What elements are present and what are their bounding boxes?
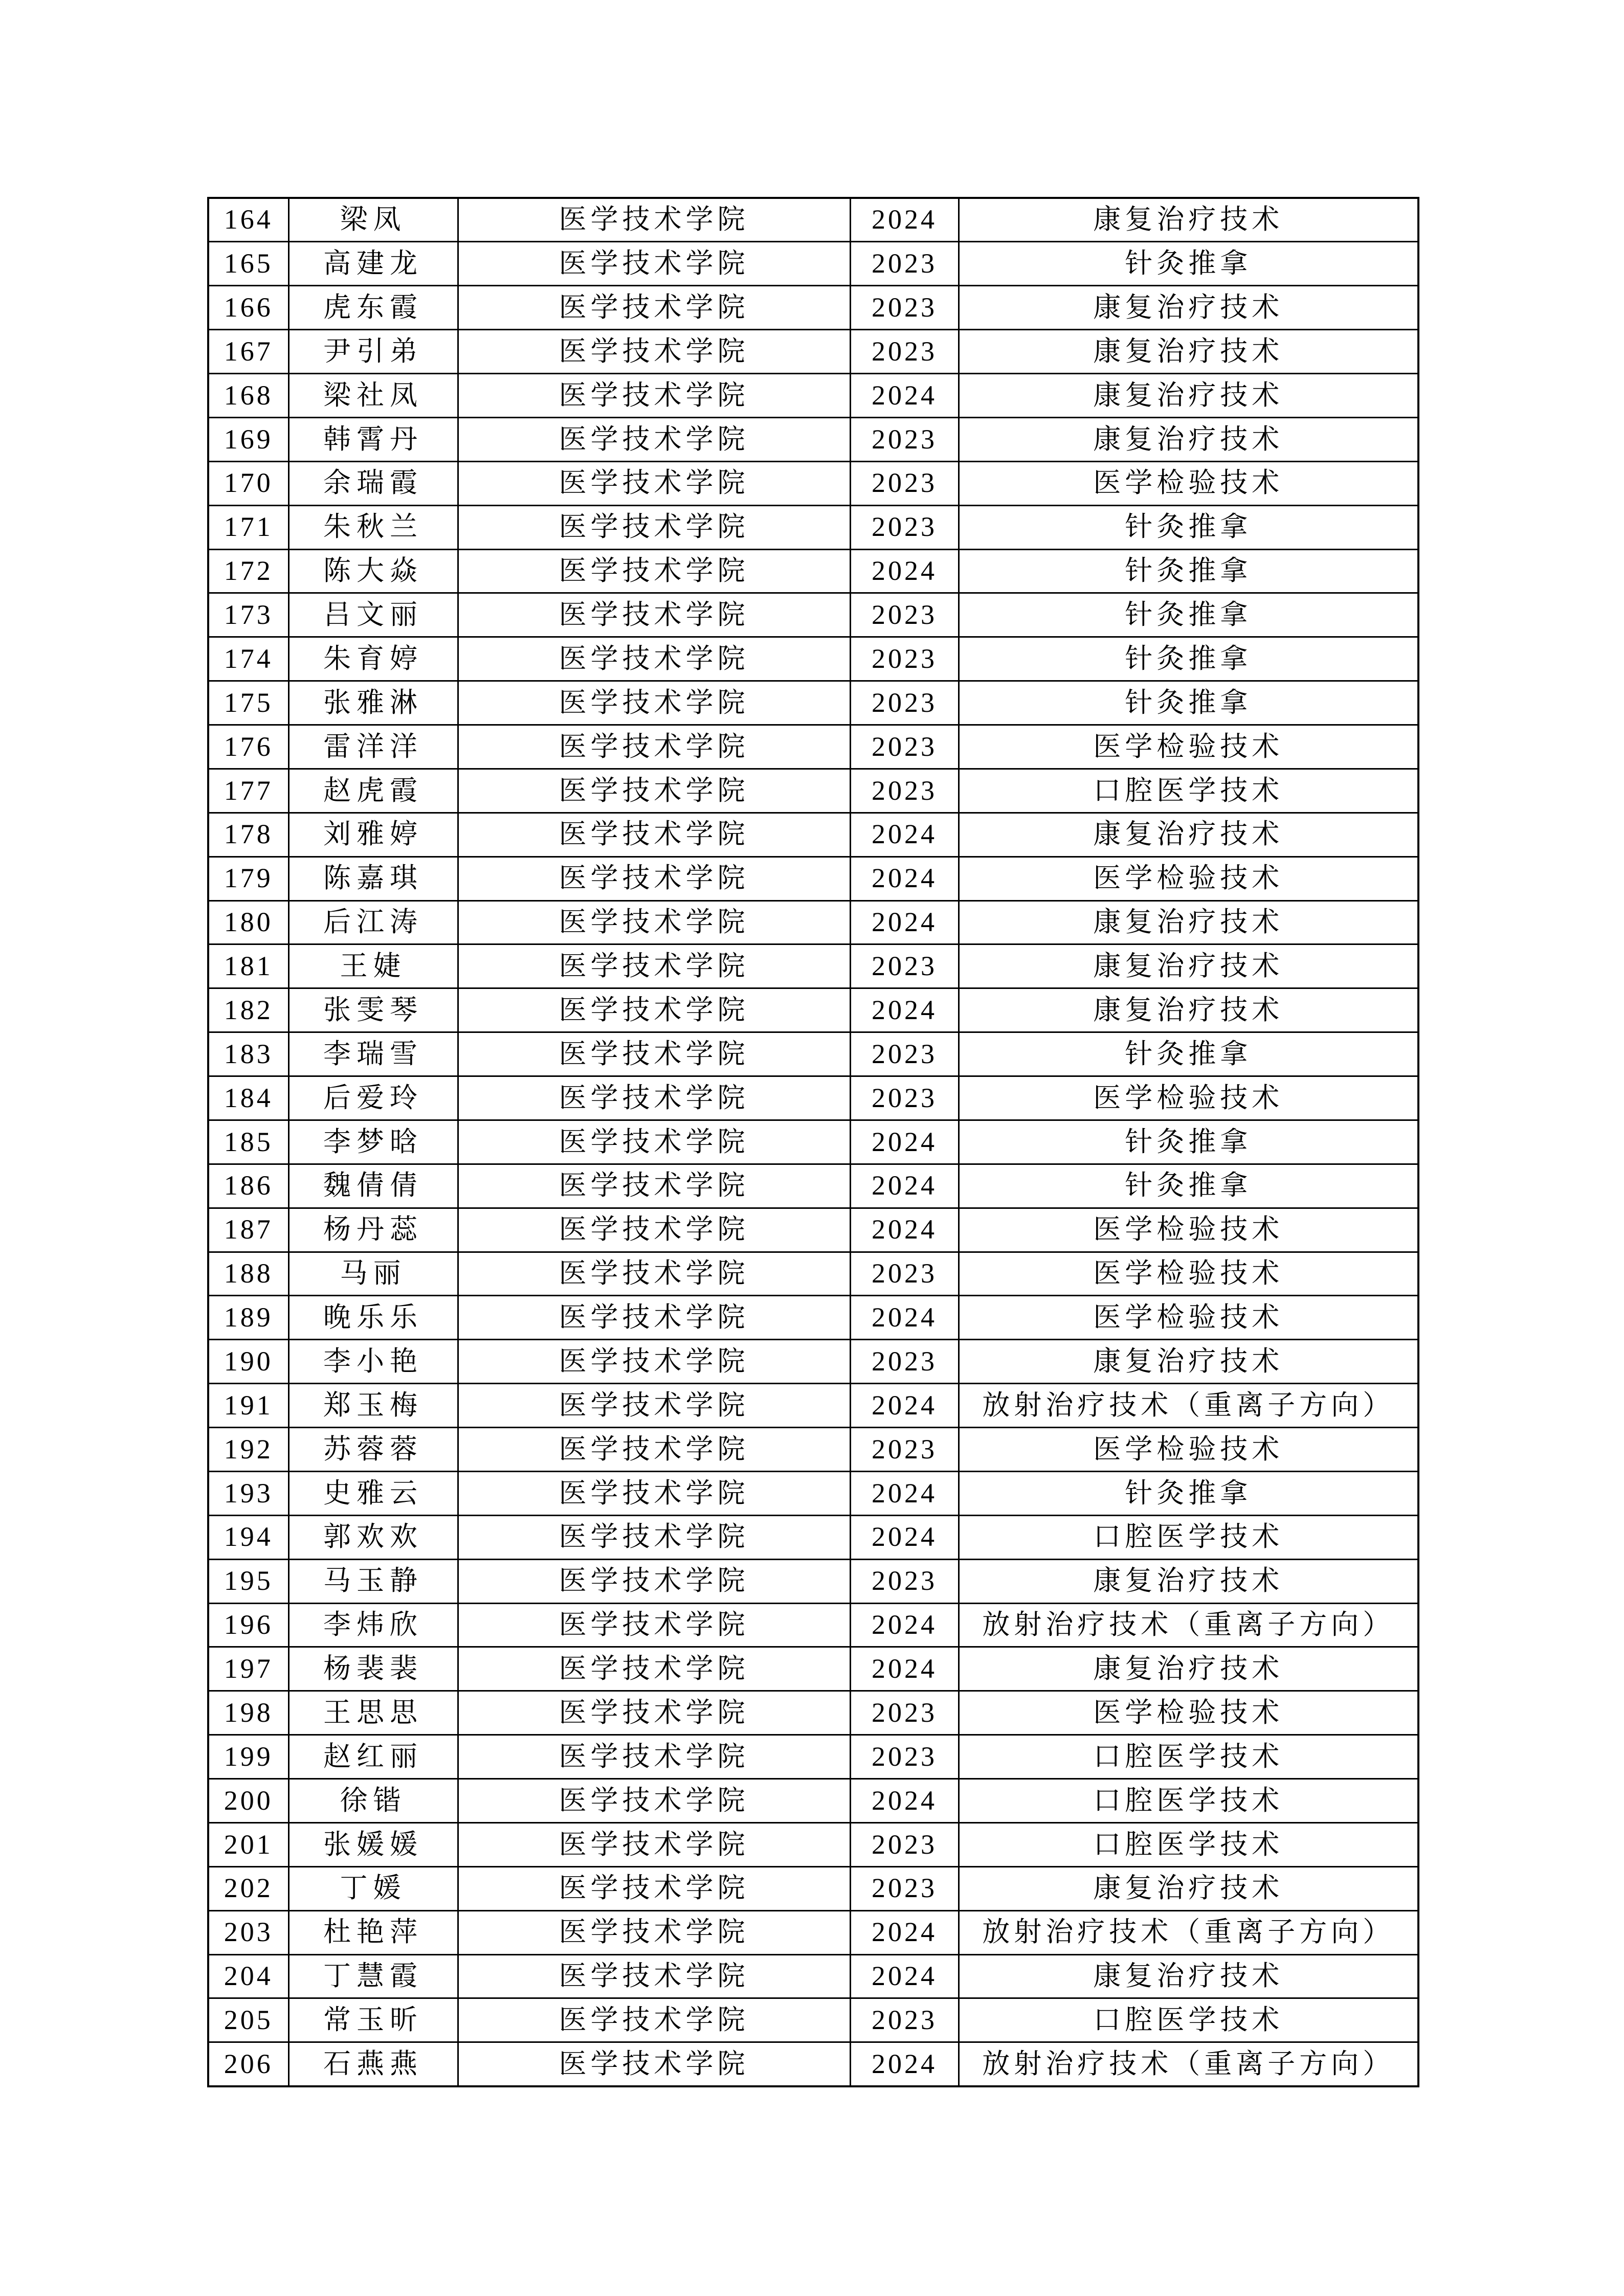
major-cell: 针灸推拿 — [959, 549, 1418, 593]
table-row — [208, 1515, 1418, 1559]
major-cell: 康复治疗技术 — [959, 901, 1418, 944]
row-number-cell: 169 — [208, 417, 288, 461]
college-cell: 医学技术学院 — [458, 286, 850, 330]
student-name-cell: 张雅淋 — [288, 681, 458, 725]
enroll-year-cell: 2024 — [850, 1954, 959, 1998]
college-cell: 医学技术学院 — [458, 461, 850, 505]
row-number-cell: 206 — [208, 2042, 288, 2086]
college-cell: 医学技术学院 — [458, 374, 850, 418]
student-name-cell: 朱秋兰 — [288, 505, 458, 549]
college-cell: 医学技术学院 — [458, 1076, 850, 1120]
row-number-cell: 176 — [208, 725, 288, 769]
major-cell: 医学检验技术 — [959, 1296, 1418, 1340]
college-cell: 医学技术学院 — [458, 593, 850, 637]
college-cell: 医学技术学院 — [458, 1164, 850, 1208]
table-row — [208, 286, 1418, 330]
major-cell: 医学检验技术 — [959, 1208, 1418, 1252]
college-cell: 医学技术学院 — [458, 769, 850, 813]
enroll-year-cell: 2024 — [850, 1384, 959, 1428]
enroll-year-cell: 2023 — [850, 417, 959, 461]
major-cell: 口腔医学技术 — [959, 1515, 1418, 1559]
college-cell: 医学技术学院 — [458, 1120, 850, 1164]
major-cell: 医学检验技术 — [959, 1252, 1418, 1296]
college-cell: 医学技术学院 — [458, 725, 850, 769]
enroll-year-cell: 2024 — [850, 1120, 959, 1164]
row-number-cell: 200 — [208, 1779, 288, 1823]
major-cell: 放射治疗技术（重离子方向） — [959, 1603, 1418, 1647]
student-name-cell: 张媛媛 — [288, 1822, 458, 1866]
enroll-year-cell: 2024 — [850, 1471, 959, 1515]
student-name-cell: 朱育婷 — [288, 637, 458, 681]
student-name-cell: 苏蓉蓉 — [288, 1428, 458, 1472]
table-row — [208, 1032, 1418, 1076]
table-row — [208, 242, 1418, 286]
table-row — [208, 1252, 1418, 1296]
row-number-cell: 186 — [208, 1164, 288, 1208]
major-cell: 医学检验技术 — [959, 461, 1418, 505]
table-row — [208, 1822, 1418, 1866]
enroll-year-cell: 2023 — [850, 330, 959, 374]
major-cell: 康复治疗技术 — [959, 1340, 1418, 1384]
table-row — [208, 1559, 1418, 1603]
enroll-year-cell: 2023 — [850, 1822, 959, 1866]
major-cell: 康复治疗技术 — [959, 286, 1418, 330]
college-cell: 医学技术学院 — [458, 901, 850, 944]
major-cell: 放射治疗技术（重离子方向） — [959, 2042, 1418, 2086]
student-name-cell: 魏倩倩 — [288, 1164, 458, 1208]
row-number-cell: 183 — [208, 1032, 288, 1076]
student-name-cell: 余瑞霞 — [288, 461, 458, 505]
college-cell: 医学技术学院 — [458, 813, 850, 857]
table-row — [208, 1120, 1418, 1164]
enroll-year-cell: 2023 — [850, 1428, 959, 1472]
row-number-cell: 192 — [208, 1428, 288, 1472]
major-cell: 针灸推拿 — [959, 1471, 1418, 1515]
table-row — [208, 549, 1418, 593]
table-row — [208, 1340, 1418, 1384]
college-cell: 医学技术学院 — [458, 1471, 850, 1515]
row-number-cell: 170 — [208, 461, 288, 505]
row-number-cell: 184 — [208, 1076, 288, 1120]
row-number-cell: 189 — [208, 1296, 288, 1340]
enroll-year-cell: 2023 — [850, 593, 959, 637]
college-cell: 医学技术学院 — [458, 857, 850, 901]
major-cell: 针灸推拿 — [959, 593, 1418, 637]
student-name-cell: 石燕燕 — [288, 2042, 458, 2086]
student-name-cell: 尹引弟 — [288, 330, 458, 374]
student-name-cell: 李梦晗 — [288, 1120, 458, 1164]
enroll-year-cell: 2024 — [850, 374, 959, 418]
major-cell: 康复治疗技术 — [959, 1954, 1418, 1998]
student-roster-table — [207, 197, 1419, 2087]
college-cell: 医学技术学院 — [458, 1647, 850, 1691]
enroll-year-cell: 2024 — [850, 857, 959, 901]
student-name-cell: 梁社凤 — [288, 374, 458, 418]
enroll-year-cell: 2024 — [850, 198, 959, 242]
major-cell: 康复治疗技术 — [959, 988, 1418, 1032]
row-number-cell: 174 — [208, 637, 288, 681]
student-name-cell: 雷洋洋 — [288, 725, 458, 769]
enroll-year-cell: 2024 — [850, 2042, 959, 2086]
major-cell: 口腔医学技术 — [959, 1779, 1418, 1823]
table-row — [208, 1164, 1418, 1208]
enroll-year-cell: 2024 — [850, 1910, 959, 1954]
table-row — [208, 637, 1418, 681]
row-number-cell: 179 — [208, 857, 288, 901]
table-row — [208, 198, 1418, 242]
row-number-cell: 180 — [208, 901, 288, 944]
enroll-year-cell: 2023 — [850, 1866, 959, 1910]
table-row — [208, 461, 1418, 505]
college-cell: 医学技术学院 — [458, 944, 850, 988]
row-number-cell: 191 — [208, 1384, 288, 1428]
college-cell: 医学技术学院 — [458, 1822, 850, 1866]
enroll-year-cell: 2023 — [850, 1735, 959, 1779]
student-name-cell: 晚乐乐 — [288, 1296, 458, 1340]
student-name-cell: 王思思 — [288, 1691, 458, 1735]
college-cell: 医学技术学院 — [458, 681, 850, 725]
major-cell: 医学检验技术 — [959, 1076, 1418, 1120]
table-row — [208, 417, 1418, 461]
table-row — [208, 330, 1418, 374]
row-number-cell: 175 — [208, 681, 288, 725]
student-name-cell: 郑玉梅 — [288, 1384, 458, 1428]
college-cell: 医学技术学院 — [458, 1691, 850, 1735]
college-cell: 医学技术学院 — [458, 2042, 850, 2086]
row-number-cell: 195 — [208, 1559, 288, 1603]
enroll-year-cell: 2023 — [850, 1032, 959, 1076]
student-name-cell: 吕文丽 — [288, 593, 458, 637]
table-row — [208, 1471, 1418, 1515]
enroll-year-cell: 2024 — [850, 1296, 959, 1340]
college-cell: 医学技术学院 — [458, 1032, 850, 1076]
student-name-cell: 张雯琴 — [288, 988, 458, 1032]
student-name-cell: 杜艳萍 — [288, 1910, 458, 1954]
table-row — [208, 1384, 1418, 1428]
enroll-year-cell: 2023 — [850, 1252, 959, 1296]
student-name-cell: 丁慧霞 — [288, 1954, 458, 1998]
major-cell: 康复治疗技术 — [959, 1647, 1418, 1691]
enroll-year-cell: 2023 — [850, 725, 959, 769]
college-cell: 医学技术学院 — [458, 1428, 850, 1472]
student-name-cell: 韩霄丹 — [288, 417, 458, 461]
major-cell: 康复治疗技术 — [959, 1866, 1418, 1910]
student-name-cell: 梁凤 — [288, 198, 458, 242]
table-row — [208, 374, 1418, 418]
major-cell: 康复治疗技术 — [959, 330, 1418, 374]
college-cell: 医学技术学院 — [458, 1998, 850, 2042]
major-cell: 康复治疗技术 — [959, 198, 1418, 242]
college-cell: 医学技术学院 — [458, 1252, 850, 1296]
major-cell: 针灸推拿 — [959, 242, 1418, 286]
college-cell: 医学技术学院 — [458, 1515, 850, 1559]
row-number-cell: 168 — [208, 374, 288, 418]
major-cell: 口腔医学技术 — [959, 769, 1418, 813]
table-row — [208, 1779, 1418, 1823]
college-cell: 医学技术学院 — [458, 1384, 850, 1428]
major-cell: 放射治疗技术（重离子方向） — [959, 1384, 1418, 1428]
major-cell: 针灸推拿 — [959, 505, 1418, 549]
row-number-cell: 167 — [208, 330, 288, 374]
college-cell: 医学技术学院 — [458, 242, 850, 286]
table-row — [208, 1208, 1418, 1252]
enroll-year-cell: 2024 — [850, 988, 959, 1032]
enroll-year-cell: 2024 — [850, 1208, 959, 1252]
major-cell: 针灸推拿 — [959, 1120, 1418, 1164]
student-name-cell: 赵红丽 — [288, 1735, 458, 1779]
student-name-cell: 后江涛 — [288, 901, 458, 944]
row-number-cell: 166 — [208, 286, 288, 330]
college-cell: 医学技术学院 — [458, 1208, 850, 1252]
major-cell: 放射治疗技术（重离子方向） — [959, 1910, 1418, 1954]
enroll-year-cell: 2023 — [850, 637, 959, 681]
college-cell: 医学技术学院 — [458, 549, 850, 593]
major-cell: 医学检验技术 — [959, 1428, 1418, 1472]
student-name-cell: 常玉昕 — [288, 1998, 458, 2042]
college-cell: 医学技术学院 — [458, 417, 850, 461]
row-number-cell: 178 — [208, 813, 288, 857]
student-name-cell: 王婕 — [288, 944, 458, 988]
college-cell: 医学技术学院 — [458, 330, 850, 374]
table-row — [208, 988, 1418, 1032]
college-cell: 医学技术学院 — [458, 1779, 850, 1823]
row-number-cell: 199 — [208, 1735, 288, 1779]
enroll-year-cell: 2024 — [850, 1164, 959, 1208]
enroll-year-cell: 2023 — [850, 1691, 959, 1735]
row-number-cell: 193 — [208, 1471, 288, 1515]
row-number-cell: 172 — [208, 549, 288, 593]
student-name-cell: 陈嘉琪 — [288, 857, 458, 901]
student-name-cell: 李小艳 — [288, 1340, 458, 1384]
enroll-year-cell: 2024 — [850, 813, 959, 857]
student-name-cell: 赵虎霞 — [288, 769, 458, 813]
table-row — [208, 901, 1418, 944]
enroll-year-cell: 2024 — [850, 1603, 959, 1647]
college-cell: 医学技术学院 — [458, 198, 850, 242]
student-name-cell: 杨裴裴 — [288, 1647, 458, 1691]
college-cell: 医学技术学院 — [458, 988, 850, 1032]
table-row — [208, 1691, 1418, 1735]
college-cell: 医学技术学院 — [458, 1910, 850, 1954]
enroll-year-cell: 2024 — [850, 1515, 959, 1559]
row-number-cell: 201 — [208, 1822, 288, 1866]
college-cell: 医学技术学院 — [458, 637, 850, 681]
table-row — [208, 1647, 1418, 1691]
row-number-cell: 194 — [208, 1515, 288, 1559]
table-row — [208, 1910, 1418, 1954]
student-name-cell: 徐锴 — [288, 1779, 458, 1823]
row-number-cell: 203 — [208, 1910, 288, 1954]
major-cell: 针灸推拿 — [959, 637, 1418, 681]
row-number-cell: 182 — [208, 988, 288, 1032]
college-cell: 医学技术学院 — [458, 1340, 850, 1384]
major-cell: 康复治疗技术 — [959, 1559, 1418, 1603]
enroll-year-cell: 2023 — [850, 1340, 959, 1384]
table-row — [208, 681, 1418, 725]
student-name-cell: 史雅云 — [288, 1471, 458, 1515]
enroll-year-cell: 2023 — [850, 681, 959, 725]
major-cell: 医学检验技术 — [959, 1691, 1418, 1735]
enroll-year-cell: 2023 — [850, 769, 959, 813]
enroll-year-cell: 2023 — [850, 944, 959, 988]
row-number-cell: 164 — [208, 198, 288, 242]
student-name-cell: 后爱玲 — [288, 1076, 458, 1120]
row-number-cell: 165 — [208, 242, 288, 286]
college-cell: 医学技术学院 — [458, 1866, 850, 1910]
college-cell: 医学技术学院 — [458, 1603, 850, 1647]
student-roster-body — [208, 198, 1418, 2086]
enroll-year-cell: 2024 — [850, 901, 959, 944]
table-row — [208, 769, 1418, 813]
row-number-cell: 177 — [208, 769, 288, 813]
student-name-cell: 丁媛 — [288, 1866, 458, 1910]
enroll-year-cell: 2024 — [850, 1647, 959, 1691]
row-number-cell: 196 — [208, 1603, 288, 1647]
college-cell: 医学技术学院 — [458, 1559, 850, 1603]
student-name-cell: 马玉静 — [288, 1559, 458, 1603]
table-row — [208, 813, 1418, 857]
table-row — [208, 1954, 1418, 1998]
table-row — [208, 1428, 1418, 1472]
enroll-year-cell: 2023 — [850, 1076, 959, 1120]
major-cell: 口腔医学技术 — [959, 1735, 1418, 1779]
student-name-cell: 虎东霞 — [288, 286, 458, 330]
table-row — [208, 2042, 1418, 2086]
table-row — [208, 725, 1418, 769]
college-cell: 医学技术学院 — [458, 1954, 850, 1998]
student-name-cell: 高建龙 — [288, 242, 458, 286]
row-number-cell: 190 — [208, 1340, 288, 1384]
enroll-year-cell: 2023 — [850, 505, 959, 549]
student-name-cell: 陈大焱 — [288, 549, 458, 593]
table-row — [208, 593, 1418, 637]
table-row — [208, 857, 1418, 901]
enroll-year-cell: 2023 — [850, 286, 959, 330]
table-row — [208, 505, 1418, 549]
student-name-cell: 马丽 — [288, 1252, 458, 1296]
major-cell: 针灸推拿 — [959, 681, 1418, 725]
enroll-year-cell: 2023 — [850, 242, 959, 286]
major-cell: 医学检验技术 — [959, 857, 1418, 901]
row-number-cell: 204 — [208, 1954, 288, 1998]
major-cell: 康复治疗技术 — [959, 417, 1418, 461]
major-cell: 康复治疗技术 — [959, 813, 1418, 857]
major-cell: 医学检验技术 — [959, 725, 1418, 769]
table-row — [208, 944, 1418, 988]
row-number-cell: 188 — [208, 1252, 288, 1296]
major-cell: 针灸推拿 — [959, 1164, 1418, 1208]
major-cell: 针灸推拿 — [959, 1032, 1418, 1076]
row-number-cell: 171 — [208, 505, 288, 549]
row-number-cell: 181 — [208, 944, 288, 988]
enroll-year-cell: 2023 — [850, 461, 959, 505]
table-row — [208, 1735, 1418, 1779]
row-number-cell: 205 — [208, 1998, 288, 2042]
row-number-cell: 187 — [208, 1208, 288, 1252]
table-row — [208, 1076, 1418, 1120]
row-number-cell: 173 — [208, 593, 288, 637]
table-row — [208, 1998, 1418, 2042]
enroll-year-cell: 2023 — [850, 1559, 959, 1603]
major-cell: 口腔医学技术 — [959, 1998, 1418, 2042]
college-cell: 医学技术学院 — [458, 1735, 850, 1779]
major-cell: 康复治疗技术 — [959, 944, 1418, 988]
row-number-cell: 198 — [208, 1691, 288, 1735]
major-cell: 康复治疗技术 — [959, 374, 1418, 418]
row-number-cell: 185 — [208, 1120, 288, 1164]
student-name-cell: 李瑞雪 — [288, 1032, 458, 1076]
row-number-cell: 197 — [208, 1647, 288, 1691]
table-row — [208, 1296, 1418, 1340]
enroll-year-cell: 2023 — [850, 1998, 959, 2042]
student-name-cell: 郭欢欢 — [288, 1515, 458, 1559]
enroll-year-cell: 2024 — [850, 1779, 959, 1823]
enroll-year-cell: 2024 — [850, 549, 959, 593]
student-name-cell: 杨丹蕊 — [288, 1208, 458, 1252]
college-cell: 医学技术学院 — [458, 1296, 850, 1340]
student-name-cell: 刘雅婷 — [288, 813, 458, 857]
major-cell: 口腔医学技术 — [959, 1822, 1418, 1866]
college-cell: 医学技术学院 — [458, 505, 850, 549]
student-name-cell: 李炜欣 — [288, 1603, 458, 1647]
row-number-cell: 202 — [208, 1866, 288, 1910]
table-row — [208, 1866, 1418, 1910]
table-row — [208, 1603, 1418, 1647]
